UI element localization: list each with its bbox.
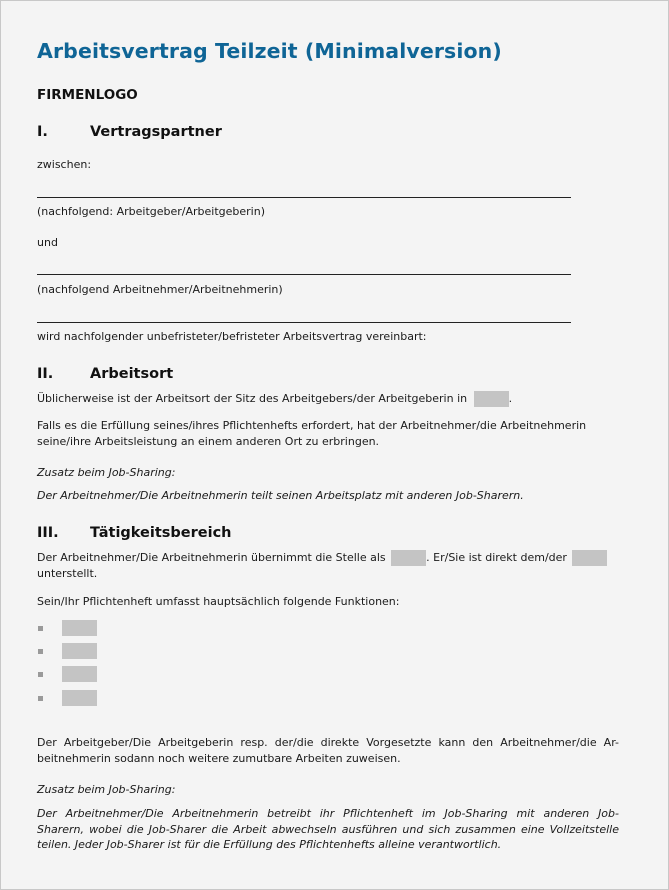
functions-intro: Sein/Ihr Pflichtenheft umfasst hauptsächlich folgende Funktionen: — [37, 595, 400, 608]
logo-placeholder: FIRMENLOGO — [37, 87, 138, 103]
document-title: Arbeitsvertrag Teilzeit (Minimalversion) — [37, 39, 502, 63]
function-blank-field-2[interactable] — [62, 643, 97, 659]
jobsharing-text-line3: teilen. Jeder Job-Sharer ist für die Erfüllung des Pflichtenhefts alleine verantwortlich. — [37, 838, 502, 851]
position-paragraph-line2: unterstellt. — [37, 567, 98, 580]
additional-duties-line1: Der Arbeitgeber/Die Arbeitgeberin resp. der/die direkte Vorgesetzte kann den Arbeitnehmer/die Ar- — [37, 736, 619, 749]
employee-signature-line[interactable] — [37, 274, 571, 275]
section-number: I. — [37, 124, 48, 140]
section-title: Vertragspartner — [90, 124, 222, 140]
section-title: Tätigkeitsbereich — [90, 525, 232, 541]
arbeitsort-text: Üblicherweise ist der Arbeitsort der Sitz des Arbeitgebers/der Arbeitgeberin in — [37, 392, 468, 405]
section-number: II. — [37, 366, 54, 382]
employee-caption: (nachfolgend Arbeitnehmer/Arbeitnehmerin) — [37, 283, 283, 296]
bullet-icon — [38, 696, 43, 701]
section-heading-taetigkeitsbereich — [37, 525, 337, 545]
location-blank-field[interactable] — [474, 391, 509, 407]
position-text: Der Arbeitnehmer/Die Arbeitnehmerin übernimmt die Stelle als — [37, 551, 386, 564]
jobsharing-label: Zusatz beim Job-Sharing: — [37, 466, 176, 479]
section-title: Arbeitsort — [90, 366, 174, 382]
period: . — [508, 392, 513, 405]
contract-line[interactable] — [37, 322, 571, 323]
function-blank-field-3[interactable] — [62, 666, 97, 682]
jobsharing-text-line2: Sharern, wobei die Job-Sharer die Arbeit abwechseln ausführen und sich zusammen eine Vollzeitstelle — [37, 823, 619, 836]
arbeitsort-condition-line2: seine/ihre Arbeitsleistung an einem anderen Ort zu erbringen. — [37, 435, 380, 448]
und-label: und — [37, 236, 58, 249]
function-blank-field-1[interactable] — [62, 620, 97, 636]
jobsharing-label-2: Zusatz beim Job-Sharing: — [37, 783, 176, 796]
jobsharing-text-line1: Der Arbeitnehmer/Die Arbeitnehmerin betreibt ihr Pflichtenheft im Job-Sharing mit anderen Job- — [37, 807, 619, 820]
jobsharing-text: Der Arbeitnehmer/Die Arbeitnehmerin teilt seinen Arbeitsplatz mit anderen Job-Sharern. — [37, 489, 524, 502]
section-number: III. — [37, 525, 59, 541]
bullet-icon — [38, 626, 43, 631]
zwischen-label: zwischen: — [37, 158, 92, 171]
contract-agreement-text: wird nachfolgender unbefristeter/befristeter Arbeitsvertrag vereinbart: — [37, 330, 427, 343]
arbeitsort-condition-line1: Falls es die Erfüllung seines/ihres Pflichtenhefts erfordert, hat der Arbeitnehmer/die Arbeitnehmerin — [37, 419, 587, 432]
section-heading-arbeitsort — [37, 366, 337, 386]
position-paragraph-line1 — [37, 550, 607, 566]
function-blank-field-4[interactable] — [62, 690, 97, 706]
supervisor-text: . Er/Sie ist direkt dem/der — [426, 551, 567, 564]
additional-duties-line2: beitnehmerin sodann noch weitere zumutbare Arbeiten zuweisen. — [37, 752, 401, 765]
section-heading-vertragspartner — [37, 124, 337, 144]
employer-caption: (nachfolgend: Arbeitgeber/Arbeitgeberin) — [37, 205, 265, 218]
bullet-icon — [38, 649, 43, 654]
arbeitsort-paragraph — [37, 391, 512, 407]
supervisor-blank-field[interactable] — [572, 550, 607, 566]
bullet-icon — [38, 672, 43, 677]
employer-signature-line[interactable] — [37, 197, 571, 198]
position-blank-field[interactable] — [391, 550, 426, 566]
